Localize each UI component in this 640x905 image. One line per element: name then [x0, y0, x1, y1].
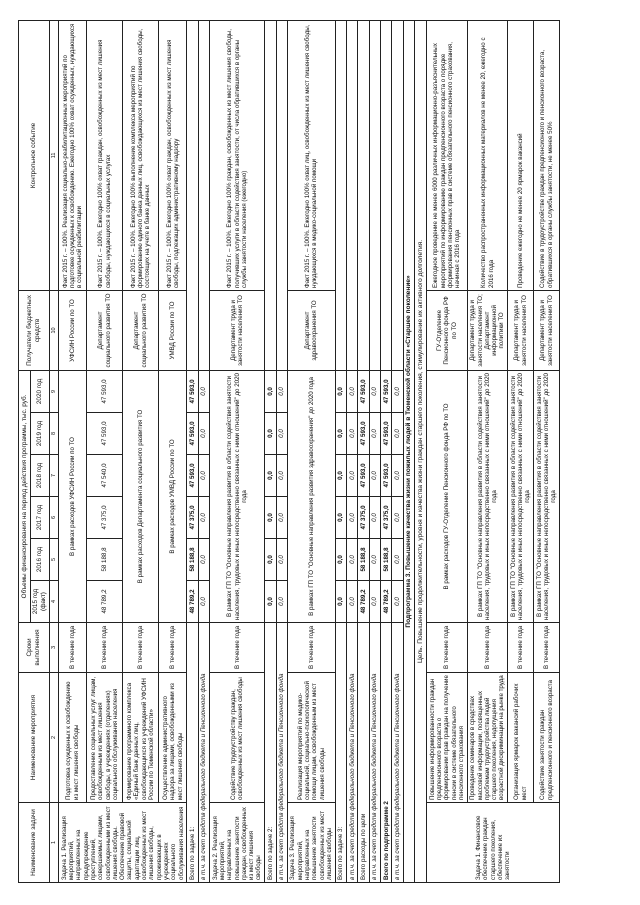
- total-value: 0,0: [335, 455, 346, 497]
- total-value: 0,0: [265, 581, 276, 623]
- task-name: Задача 2. Реализация мероприятий, направленных на повышение занятости граждан, освобожденных из мест лишения свободы: [210, 803, 265, 883]
- recipient: Департамент здравоохранения ТО: [287, 290, 335, 370]
- total-value: 58 188,8: [187, 539, 198, 581]
- year-col: 2018 год: [30, 455, 49, 497]
- total-value: 0,0: [265, 413, 276, 455]
- year-col: 2017 год: [30, 497, 49, 539]
- funding-note: В рамках ГП ТО "Основные направления развития в области содействия занятости населения, трудовых и иных непосредственно связанных с ними отношений" до 2020 года: [467, 370, 508, 622]
- event-name: Подготовка осужденных к освобождению из мест лишения свободы: [59, 673, 87, 803]
- subprogram-total-value: 47 593,0: [381, 413, 392, 455]
- year-col: 2016 год: [30, 539, 49, 581]
- empty-cell: [265, 20, 276, 370]
- total-value: 0,0: [335, 497, 346, 539]
- col-deadline: Сроки выполнения: [19, 623, 50, 673]
- program-table: [18, 20, 560, 883]
- funding-note: В рамках расходов ГУ-Отделение Пенсионного фонда РФ по ТО: [427, 370, 468, 622]
- event-name: Содействие занятости граждан предпенсионного и пенсионного возраста: [534, 673, 560, 803]
- empty-cell: [276, 20, 287, 370]
- incl-value: 0,0: [369, 455, 380, 497]
- grand-total-row: [358, 20, 369, 882]
- funding-note: В рамках ГП ТО "Основные направления развития в области содействия занятости населения, трудовых и иных непосредственно связанных с ними отношений" до 2020 года: [210, 370, 265, 622]
- empty-cell: [187, 20, 198, 370]
- col-number: 1: [49, 803, 58, 883]
- col-control: Контрольное событие: [19, 20, 50, 290]
- col-number: 7: [49, 455, 58, 497]
- control-event: Ежегодное проведение не менее 6000 различных информационно-разъяснительных мероприятий по информированию граждан предпенсионного возраста о порядке формирования пенсионных прав в системе обязательного пенсионного страхования, начиная с 2016 года: [427, 20, 468, 290]
- task-name: Задача 1. Финансовое обеспечение граждан старшего поколения, обеспечение их занятости: [427, 803, 560, 883]
- event-deadline: В течение года: [427, 623, 468, 673]
- subprogram-total-label: Всего по подпрограмме 2: [381, 623, 392, 883]
- table-row: [210, 20, 265, 882]
- incl-value: 0,0: [276, 370, 287, 412]
- recipient: ГУ-Отделение Пенсионного фонда РФ по ТО: [427, 290, 468, 370]
- subprogram-title: Подпрограмма 3. Повышение качества жизни пожилых людей в Тюменской области «Старшее поколение»: [403, 20, 415, 882]
- incl-row: [369, 20, 380, 882]
- task-name: Задача 1. Реализация мероприятий, направленных на предупреждение преступлений, совершаемых лицами, освобожденными из мест лишения свободы. Обеспечение правовой защиты, социальной адаптации лиц, освобожденных из мест лишения свободы, проживающих в учреждениях социального обслуживания населения: [59, 803, 187, 883]
- empty-cell: [381, 20, 392, 370]
- total-value: 47 593,0: [187, 413, 198, 455]
- funding-note: В рамках расходов УМВД России по ТО: [159, 370, 187, 622]
- event-deadline: В течение года: [467, 623, 508, 673]
- recipient: Департамент социального развития ТО: [87, 290, 123, 370]
- col-number: 9: [49, 370, 58, 412]
- control-event: Факт 2015 г. – 100%. Ежегодно 100% граждан, освобожденных из мест лишения свободы, получивших услуги в области содействия занятости, от числа обратившихся в органы службы занятости населения (ежегодно): [210, 20, 265, 290]
- subprogram-total-value: 47 593,0: [381, 455, 392, 497]
- control-event: Факт 2015 г. – 100%. Ежегодно 100% охват граждан, освобожденных из мест лишения свободы, нуждающихся в социальных услугах: [87, 20, 123, 290]
- incl-row: [392, 20, 403, 882]
- event-name: Формирование программного комплекса «Единый банк данных лиц, освобождающихся из учреждений УФСИН России по Тюменской области»: [123, 673, 159, 803]
- subprogram-total-value: 48 789,2: [381, 581, 392, 623]
- incl-value: 0,0: [392, 497, 403, 539]
- total-value: 48 789,2: [187, 581, 198, 623]
- incl-row: [198, 20, 209, 882]
- incl-value: 0,0: [198, 370, 209, 412]
- control-event: Факт 2015 г. – 100%. Реализация социально-реабилитационных мероприятий по подготовке осужденных к освобождению. Ежегодно 100% охват осужденных, нуждающихся в социальной реабилитации: [59, 20, 87, 290]
- value-cell: 58 188,8: [87, 539, 123, 581]
- funding-note: В рамках ГП ТО "Основные направления развития в области содействия занятости населения, трудовых и иных непосредственно связанных с ними отношений" до 2020 года: [534, 370, 560, 622]
- grand-total-value: 47 593,0: [358, 455, 369, 497]
- grand-total-value: 48 789,2: [358, 581, 369, 623]
- value-cell: 47 375,0: [87, 497, 123, 539]
- col-number: 10: [49, 290, 58, 370]
- col-number: 2: [49, 673, 58, 803]
- funding-note: В рамках ГП ТО "Основные направления развития здравоохранения" до 2020 года: [287, 370, 335, 622]
- incl-value: 0,0: [347, 581, 358, 623]
- recipient: Департамент социального развития ТО: [123, 290, 159, 370]
- incl-value: 0,0: [392, 581, 403, 623]
- subprogram-total-value: 58 188,8: [381, 539, 392, 581]
- funding-note: В рамках расходов Департамента социального развития ТО: [123, 370, 159, 622]
- task-name: Задача 3. Реализация мероприятий, направленных на повышение занятости освобожденных из мест лишения свободы: [287, 803, 335, 883]
- table-row: [87, 20, 123, 882]
- control-event: Факт 2015 г. – 100%. Ежегодно 100% выполнение комплекса мероприятий по формированию единого банка данных лиц, освобождающихся из мест лишения свободы, состоящих на учете в банке данных: [123, 20, 159, 290]
- total-value: 47 593,0: [187, 370, 198, 412]
- subprogram-goal: Цель. Повышение продолжительности, уровня и качества жизни граждан старшего поколения, стимулирование их активного долголетия.: [415, 20, 427, 882]
- funding-note: В рамках расходов УФСИН России по ТО: [59, 370, 87, 622]
- incl-value: 0,0: [276, 497, 287, 539]
- col-task-name: Наименование задачи: [19, 803, 50, 883]
- year-col: 2019 год: [30, 413, 49, 455]
- incl-row: [347, 20, 358, 882]
- grand-total-value: 58 188,8: [358, 539, 369, 581]
- incl-value: 0,0: [276, 581, 287, 623]
- funding-note: В рамках ГП ТО "Основные направления развития в области содействия занятости населения, трудовых и иных непосредственно связанных с ними отношений" до 2020 года: [508, 370, 534, 622]
- event-deadline: В течение года: [159, 623, 187, 673]
- incl-label: в т.ч. за счет средств федерального бюджета и Пенсионного фонда: [347, 623, 358, 883]
- subprogram-total-value: 47 375,0: [381, 497, 392, 539]
- grand-total-label: Всего расходы по цели: [358, 623, 369, 883]
- total-value: 0,0: [265, 370, 276, 412]
- total-value: 0,0: [265, 455, 276, 497]
- total-value: 0,0: [265, 497, 276, 539]
- empty-cell: [358, 20, 369, 370]
- incl-value: 0,0: [276, 455, 287, 497]
- value-cell: 47 593,0: [87, 413, 123, 455]
- event-name: Осуществление административного надзора за лицами, освобожденными из мест лишения свободы: [159, 673, 187, 803]
- incl-value: 0,0: [369, 370, 380, 412]
- total-value: 47 593,0: [187, 455, 198, 497]
- incl-value: 0,0: [392, 413, 403, 455]
- year-col: 2020 год: [30, 370, 49, 412]
- incl-value: 0,0: [347, 455, 358, 497]
- col-number: 3: [49, 623, 58, 673]
- empty-cell: [335, 20, 346, 370]
- event-name: Реализация мероприятий по медико-социальной, социально-психологической помощи лицам, освобожденным из мест лишения свободы: [287, 673, 335, 803]
- grand-total-value: 47 593,0: [358, 370, 369, 412]
- total-value: 0,0: [335, 370, 346, 412]
- value-cell: 47 593,0: [87, 370, 123, 412]
- table-row: [534, 20, 560, 882]
- event-name: Содействие трудоустройству граждан, освобожденных из мест лишения свободы: [210, 673, 265, 803]
- incl-value: 0,0: [392, 455, 403, 497]
- event-deadline: В течение года: [534, 623, 560, 673]
- header-row: [19, 20, 31, 882]
- recipient: Департамент труда и занятости населения ТО; Департамент информационной политики ТО: [467, 290, 508, 370]
- total-value: 0,0: [335, 539, 346, 581]
- total-label: Всего по задаче 2:: [265, 623, 276, 883]
- incl-value: 0,0: [392, 370, 403, 412]
- event-deadline: В течение года: [508, 623, 534, 673]
- total-label: Всего по задаче 3:: [335, 623, 346, 883]
- event-deadline: В течение года: [87, 623, 123, 673]
- empty-cell: [347, 20, 358, 370]
- event-name: Проведение семинаров в средствах массовой информации, посвященных проблемам трудоустройства людей старшего поколения, недопущения возрастной дискриминации на рынке труда: [467, 673, 508, 803]
- empty-cell: [392, 20, 403, 370]
- event-deadline: В течение года: [287, 623, 335, 673]
- recipient: Департамент труда и занятости населения ТО: [210, 290, 265, 370]
- event-name: Предоставление социальных услуг лицам, освобожденным из мест лишения свободы, в учреждениях (отделениях) социального обслуживания населения: [87, 673, 123, 803]
- event-deadline: В течение года: [123, 623, 159, 673]
- table-row: [287, 20, 335, 882]
- event-deadline: В течение года: [59, 623, 87, 673]
- recipient: УФСИН России по ТО: [59, 290, 87, 370]
- goal-row: [415, 20, 427, 882]
- incl-value: 0,0: [198, 413, 209, 455]
- incl-value: 0,0: [198, 455, 209, 497]
- subprogram-title-row: [403, 20, 415, 882]
- grand-total-value: 47 593,0: [358, 413, 369, 455]
- control-event: Содействие в трудоустройстве граждан предпенсионного и пенсионного возраста, обратившихся в органы службы занятости, не менее 50%: [534, 20, 560, 290]
- incl-value: 0,0: [369, 581, 380, 623]
- table-row: [159, 20, 187, 882]
- total-row: [335, 20, 346, 882]
- value-cell: 48 789,2: [87, 581, 123, 623]
- col-number: 4: [49, 581, 58, 623]
- incl-value: 0,0: [369, 539, 380, 581]
- control-event: Факт 2015 г. – 100%. Ежегодно 100% охват граждан, освобожденных из мест лишения свободы, подлежащих административному надзору: [159, 20, 187, 290]
- empty-cell: [369, 20, 380, 370]
- incl-value: 0,0: [347, 539, 358, 581]
- column-numbers-row: [49, 20, 58, 882]
- table-row: [59, 20, 87, 882]
- total-value: 0,0: [265, 539, 276, 581]
- incl-value: 0,0: [369, 413, 380, 455]
- incl-label: в т.ч. за счет средств федерального бюджета и Пенсионного фонда: [369, 623, 380, 883]
- incl-value: 0,0: [276, 539, 287, 581]
- total-row: [187, 20, 198, 882]
- incl-value: 0,0: [198, 497, 209, 539]
- incl-value: 0,0: [392, 539, 403, 581]
- control-event: Количество распространенных информационных материалов не менее 20, ежегодно с 2016 года: [467, 20, 508, 290]
- incl-value: 0,0: [198, 539, 209, 581]
- total-value: 0,0: [335, 413, 346, 455]
- year-col: 2015 год (факт): [30, 581, 49, 623]
- total-label: Всего по задаче 1:: [187, 623, 198, 883]
- empty-cell: [198, 20, 209, 370]
- total-value: 0,0: [335, 581, 346, 623]
- event-name: Организация ярмарок вакансий рабочих мест: [508, 673, 534, 803]
- event-name: Повышение информированности граждан предпенсионного возраста о формировании прав граждан на получение пенсии в системе обязательного пенсионного страхования: [427, 673, 468, 803]
- incl-label: в т.ч. за счет средств федерального бюджета и Пенсионного фонда: [198, 623, 209, 883]
- event-deadline: В течение года: [210, 623, 265, 673]
- col-recipients: Получатели бюджетных средств: [19, 290, 50, 370]
- col-event-name: Наименование мероприятия: [19, 673, 50, 803]
- recipient: Департамент труда и занятости населения ТО: [508, 290, 534, 370]
- recipient: УМВД России по ТО: [159, 290, 187, 370]
- subprogram-total-row: [381, 20, 392, 882]
- incl-label: в т.ч. за счет средств федерального бюджета и Пенсионного фонда: [392, 623, 403, 883]
- subprogram-total-value: 47 593,0: [381, 370, 392, 412]
- incl-value: 0,0: [347, 370, 358, 412]
- incl-value: 0,0: [369, 497, 380, 539]
- grand-total-value: 47 375,0: [358, 497, 369, 539]
- control-event: Факт 2015 г. – 100%. Ежегодно 100% охват лиц, освобожденных из мест лишения свободы, нуждающихся в медико-социальной помощи: [287, 20, 335, 290]
- incl-label: в т.ч. за счет средств федерального бюджета и Пенсионного фонда: [276, 623, 287, 883]
- value-cell: 47 540,0: [87, 455, 123, 497]
- incl-value: 0,0: [276, 413, 287, 455]
- table-row: [508, 20, 534, 882]
- col-number: 6: [49, 497, 58, 539]
- total-value: 47 375,0: [187, 497, 198, 539]
- incl-row: [276, 20, 287, 882]
- control-event: Проведение ежегодно не менее 20 ярмарок вакансий: [508, 20, 534, 290]
- incl-value: 0,0: [347, 497, 358, 539]
- table-row: [467, 20, 508, 882]
- incl-value: 0,0: [198, 581, 209, 623]
- recipient: Департамент труда и занятости населения ТО: [534, 290, 560, 370]
- total-row: [265, 20, 276, 882]
- col-number: 8: [49, 413, 58, 455]
- table-row: [427, 20, 468, 882]
- col-number: 11: [49, 20, 58, 290]
- col-number: 5: [49, 539, 58, 581]
- table-row: [123, 20, 159, 882]
- incl-value: 0,0: [347, 413, 358, 455]
- col-funding: Объемы финансирования на период действия программы, тыс. руб.: [19, 370, 31, 622]
